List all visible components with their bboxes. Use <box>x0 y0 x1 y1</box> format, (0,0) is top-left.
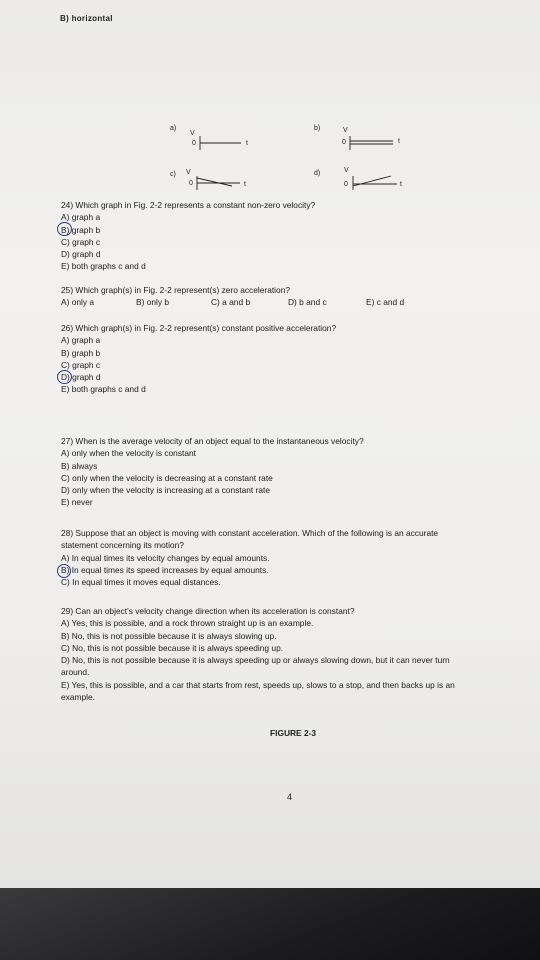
question-stem: 29) Can an object's velocity change direction when its acceleration is constant? <box>61 606 355 616</box>
graph-a-origin: 0 <box>192 140 196 147</box>
answer-circle-q28 <box>57 564 71 578</box>
option-d: D) only when the velocity is increasing at a constant rate <box>61 485 271 496</box>
graph-a-v-axis: V <box>190 130 195 137</box>
graph-d-v-axis: V <box>344 167 349 174</box>
option-a: A) Yes, this is possible, and a rock thrown straight up is an example. <box>61 618 314 629</box>
question-stem: 25) Which graph(s) in Fig. 2-2 represent(s) zero acceleration? <box>61 285 291 295</box>
option-e: E) Yes, this is possible, and a car that starts from rest, speeds up, slows to a stop, and then backs up is an <box>61 679 455 690</box>
option-b: B) In equal times its speed increases by equal amounts. <box>61 564 269 575</box>
graph-b-origin: 0 <box>342 139 346 146</box>
option-d: D) b and c <box>288 297 327 307</box>
question-27 <box>61 435 364 509</box>
option-a: A) graph a <box>61 335 101 346</box>
graph-d-label: d) <box>314 170 321 177</box>
option-b: B) graph b <box>61 347 101 358</box>
option-c: C) a and b <box>211 297 251 307</box>
graph-a <box>200 136 241 150</box>
option-a: A) In equal times its velocity changes by equal amounts. <box>61 552 270 563</box>
option-e: E) c and d <box>366 297 405 307</box>
option-e: E) both graphs c and d <box>61 261 146 272</box>
question-28 <box>61 527 438 588</box>
graph-b-label: b) <box>314 125 321 132</box>
question-24 <box>61 199 315 273</box>
graph-d-origin: 0 <box>344 181 348 188</box>
option-d: D) graph d <box>61 372 101 383</box>
option-a: A) only when the velocity is constant <box>61 448 196 459</box>
graph-c <box>197 176 240 190</box>
option-a: A) only a <box>61 297 95 307</box>
graph-a-t-axis: t <box>246 140 248 147</box>
graph-d-t-axis: t <box>400 181 402 188</box>
question-29 <box>61 605 455 703</box>
background-surface <box>0 888 540 960</box>
graph-c-label: c) <box>170 171 176 178</box>
option-d-continued: around. <box>61 667 90 678</box>
question-25 <box>61 284 290 296</box>
option-d: D) No, this is not possible because it is always speeding up or always slowing down, but it can never turn <box>61 655 450 666</box>
question-stem: 26) Which graph(s) in Fig. 2-2 represent(s) constant positive acceleration? <box>61 323 337 333</box>
question-stem: 27) When is the average velocity of an object equal to the instantaneous velocity? <box>61 436 364 446</box>
answer-circle-q26 <box>57 370 72 384</box>
page-number: 4 <box>287 792 293 802</box>
option-e: E) never <box>61 497 93 508</box>
option-e: E) both graphs c and d <box>61 384 146 395</box>
graph-a-label: a) <box>170 125 177 132</box>
question-26 <box>61 322 336 396</box>
option-c: C) In equal times it moves equal distances. <box>61 577 221 588</box>
option-c: C) graph c <box>61 236 101 247</box>
graph-b <box>350 136 393 150</box>
answer-circle-q24 <box>57 222 72 236</box>
option-b: B) only b <box>136 297 170 307</box>
option-c: C) graph c <box>61 359 101 370</box>
graph-b-t-axis: t <box>398 138 400 145</box>
option-d: D) graph d <box>61 249 101 260</box>
question-stem: 24) Which graph in Fig. 2-2 represents a constant non-zero velocity? <box>61 200 316 210</box>
question-stem-continued: statement concerning its motion? <box>61 540 184 551</box>
graph-d <box>353 176 397 190</box>
option-b: B) graph b <box>61 224 101 235</box>
previous-answer-fragment: B) horizontal <box>60 14 113 23</box>
option-c: C) only when the velocity is decreasing at a constant rate <box>61 472 273 483</box>
question-stem: 28) Suppose that an object is moving with constant acceleration. Which of the following is an accurate <box>61 528 439 538</box>
graph-c-t-axis: t <box>244 181 246 188</box>
option-e-continued: example. <box>61 692 95 703</box>
option-a: A) graph a <box>61 212 101 223</box>
figure-label: FIGURE 2-3 <box>270 728 317 738</box>
graph-b-v-axis: V <box>343 127 348 134</box>
option-b: B) No, this is not possible because it is always slowing up. <box>61 630 277 641</box>
graph-c-origin: 0 <box>189 180 193 187</box>
figure-2-2 <box>0 0 540 200</box>
option-c: C) No, this is not possible because it is always speeding up. <box>61 642 284 653</box>
graph-c-v-axis: V <box>186 169 191 176</box>
question-25-options <box>0 296 540 308</box>
option-b: B) always <box>61 460 98 471</box>
